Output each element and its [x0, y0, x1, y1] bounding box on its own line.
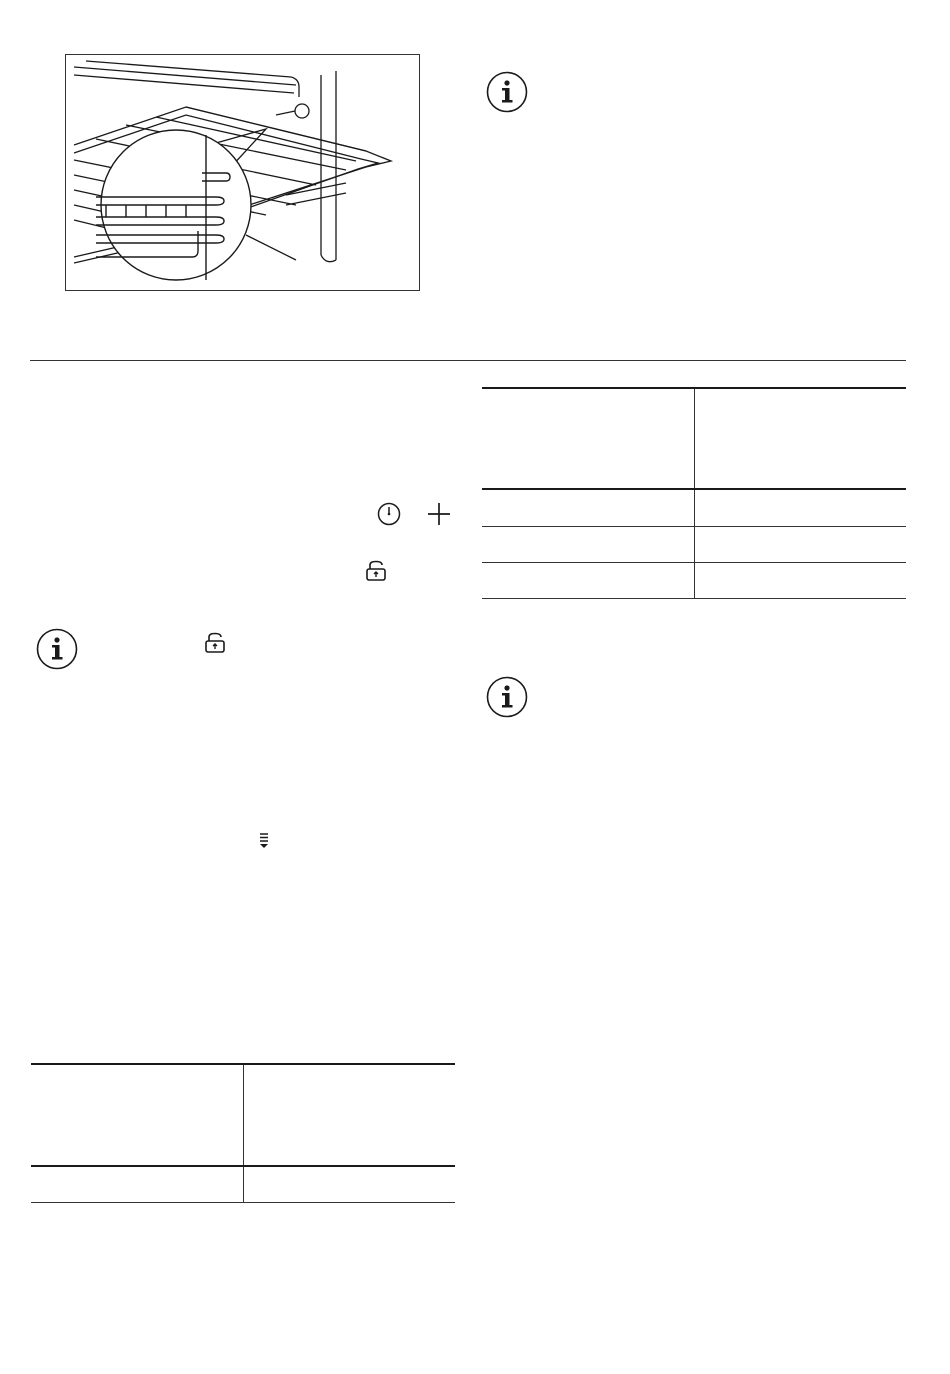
settings-table-right: [482, 387, 906, 599]
table-cell: [243, 1166, 455, 1202]
unlock-icon: [204, 632, 226, 654]
table-header-cell: [694, 388, 906, 489]
dots-arrow-down-icon: [258, 832, 270, 850]
table-cell: [31, 1166, 243, 1202]
info-note-icon: [36, 628, 78, 670]
info-note-icon: [486, 676, 528, 718]
table-header-row: [482, 388, 906, 489]
table-cell: [482, 489, 694, 526]
plus-icon: [427, 502, 451, 526]
info-note-icon: [486, 71, 528, 113]
table-header-cell: [243, 1064, 455, 1166]
table-cell: [694, 526, 906, 562]
unlock-icon: [365, 560, 387, 582]
table-cell: [482, 562, 694, 598]
table-row: [482, 562, 906, 598]
table-row: [482, 489, 906, 526]
table-row: [31, 1166, 455, 1202]
oven-shelf-illustration: [65, 54, 420, 291]
oven-shelf-runner-icon: [66, 55, 420, 291]
settings-table-left: [31, 1063, 455, 1203]
table-cell: [694, 562, 906, 598]
table-header-cell: [482, 388, 694, 489]
table-cell: [482, 526, 694, 562]
table-row: [482, 526, 906, 562]
section-divider: [30, 360, 906, 361]
timer-clock-icon: [377, 502, 401, 526]
table-cell: [694, 489, 906, 526]
table-header-cell: [31, 1064, 243, 1166]
table-header-row: [31, 1064, 455, 1166]
